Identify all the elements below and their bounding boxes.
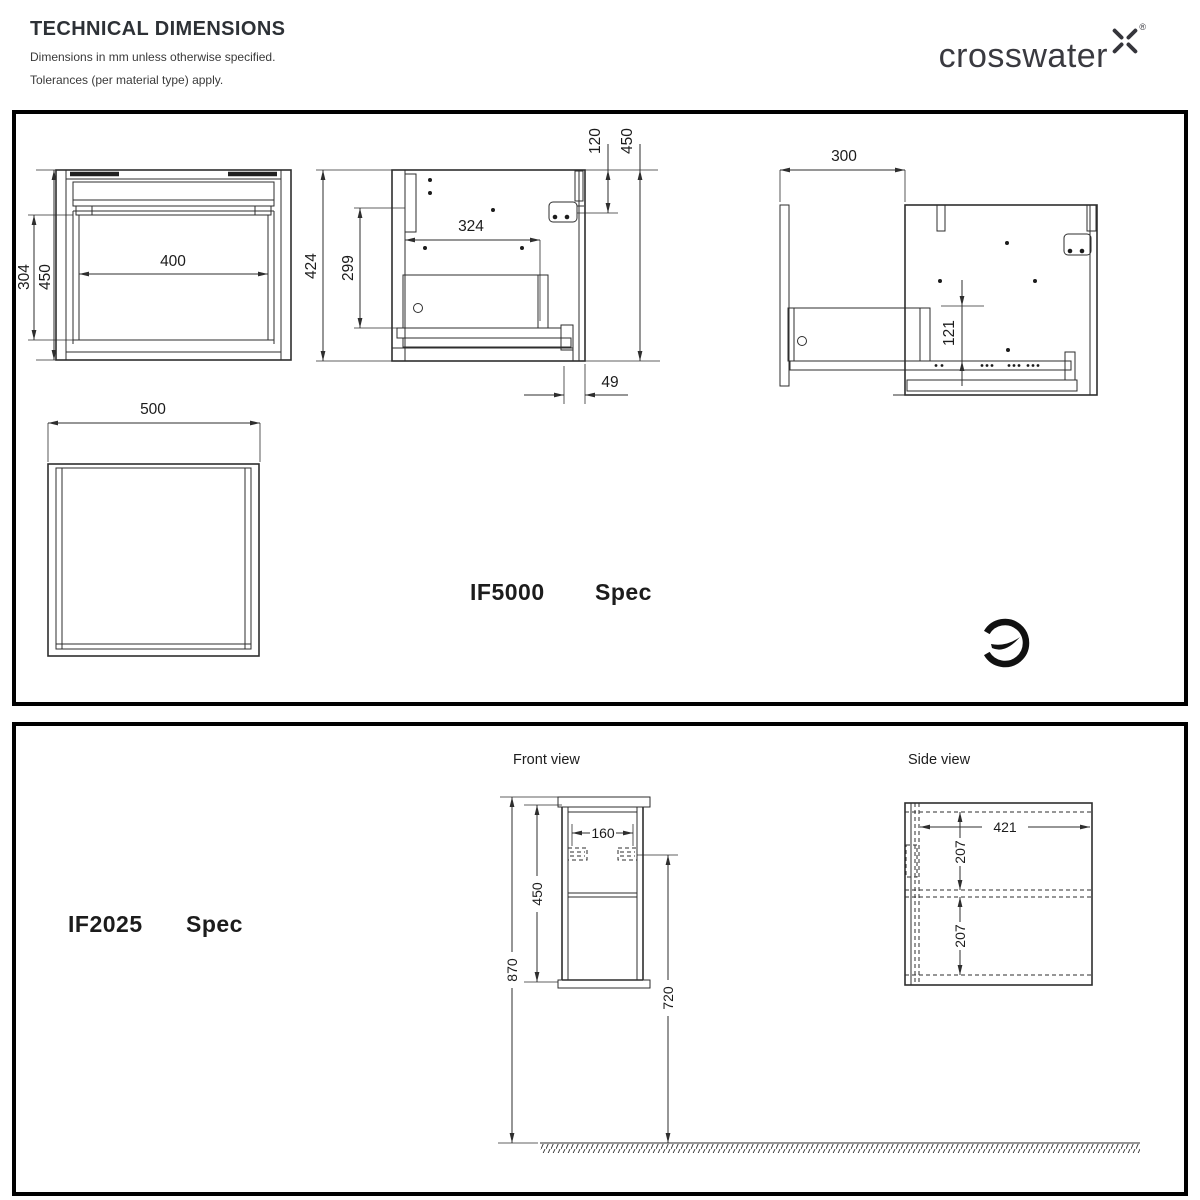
if5000-model-label: IF5000 xyxy=(470,579,545,605)
dim-front-inner-height: 304 xyxy=(16,264,33,290)
brand-wordmark: crosswater xyxy=(938,37,1108,75)
brand-x-icon xyxy=(1110,26,1140,56)
if5000-open-view xyxy=(780,148,1097,395)
dim-front-width: 400 xyxy=(160,253,186,270)
certification-logo xyxy=(987,622,1026,664)
if2025-panel xyxy=(12,722,1188,1196)
if5000-front-view xyxy=(16,170,291,360)
dim-section-drawer-height: 299 xyxy=(340,255,357,281)
dim-front-top-height: 870 xyxy=(504,958,520,982)
dim-open-wall-distance: 300 xyxy=(831,148,857,165)
if2025-spec-label: Spec xyxy=(186,911,243,937)
dim-open-rail-drop: 121 xyxy=(941,320,958,346)
page-title: TECHNICAL DIMENSIONS xyxy=(30,18,286,40)
if5000-section-view xyxy=(303,128,660,404)
dim-front-height: 450 xyxy=(37,264,54,290)
dim-front-bracket-height: 720 xyxy=(660,986,676,1010)
if2025-model-label: IF2025 xyxy=(68,911,143,937)
if2025-side-view xyxy=(905,803,1092,985)
dim-side-upper-section: 207 xyxy=(952,840,968,864)
brand-logo xyxy=(938,22,1146,75)
front-view-label: Front view xyxy=(513,752,580,768)
rail-holes xyxy=(935,364,1040,367)
dim-section-total-height: 450 xyxy=(619,128,636,154)
dim-side-lower-section: 207 xyxy=(952,924,968,948)
if5000-plan-view xyxy=(48,401,260,656)
floor-hatch xyxy=(540,1144,1140,1153)
dim-front-cabinet-height: 450 xyxy=(529,882,545,906)
brand-x-mark xyxy=(1108,22,1146,64)
if2025-drawing xyxy=(16,726,1184,1192)
dim-section-overall-height: 424 xyxy=(303,253,320,279)
registered-mark: ® xyxy=(1139,22,1146,32)
if5000-drawing xyxy=(16,114,1184,702)
if2025-front-view xyxy=(498,797,1140,1153)
dim-section-inner-depth: 324 xyxy=(458,218,484,235)
if5000-spec-label: Spec xyxy=(595,579,652,605)
dim-plan-width: 500 xyxy=(140,401,166,418)
page-header xyxy=(30,18,285,87)
dim-side-depth: 421 xyxy=(993,819,1017,835)
dim-section-top-gap: 120 xyxy=(587,128,604,154)
dim-section-base-offset: 49 xyxy=(601,374,619,391)
note-units: Dimensions in mm unless otherwise specified. xyxy=(30,50,276,64)
dim-front-recess-width: 160 xyxy=(591,825,615,841)
side-view-label: Side view xyxy=(908,752,971,768)
if5000-panel xyxy=(12,110,1188,706)
note-tolerances: Tolerances (per material type) apply. xyxy=(30,73,224,87)
